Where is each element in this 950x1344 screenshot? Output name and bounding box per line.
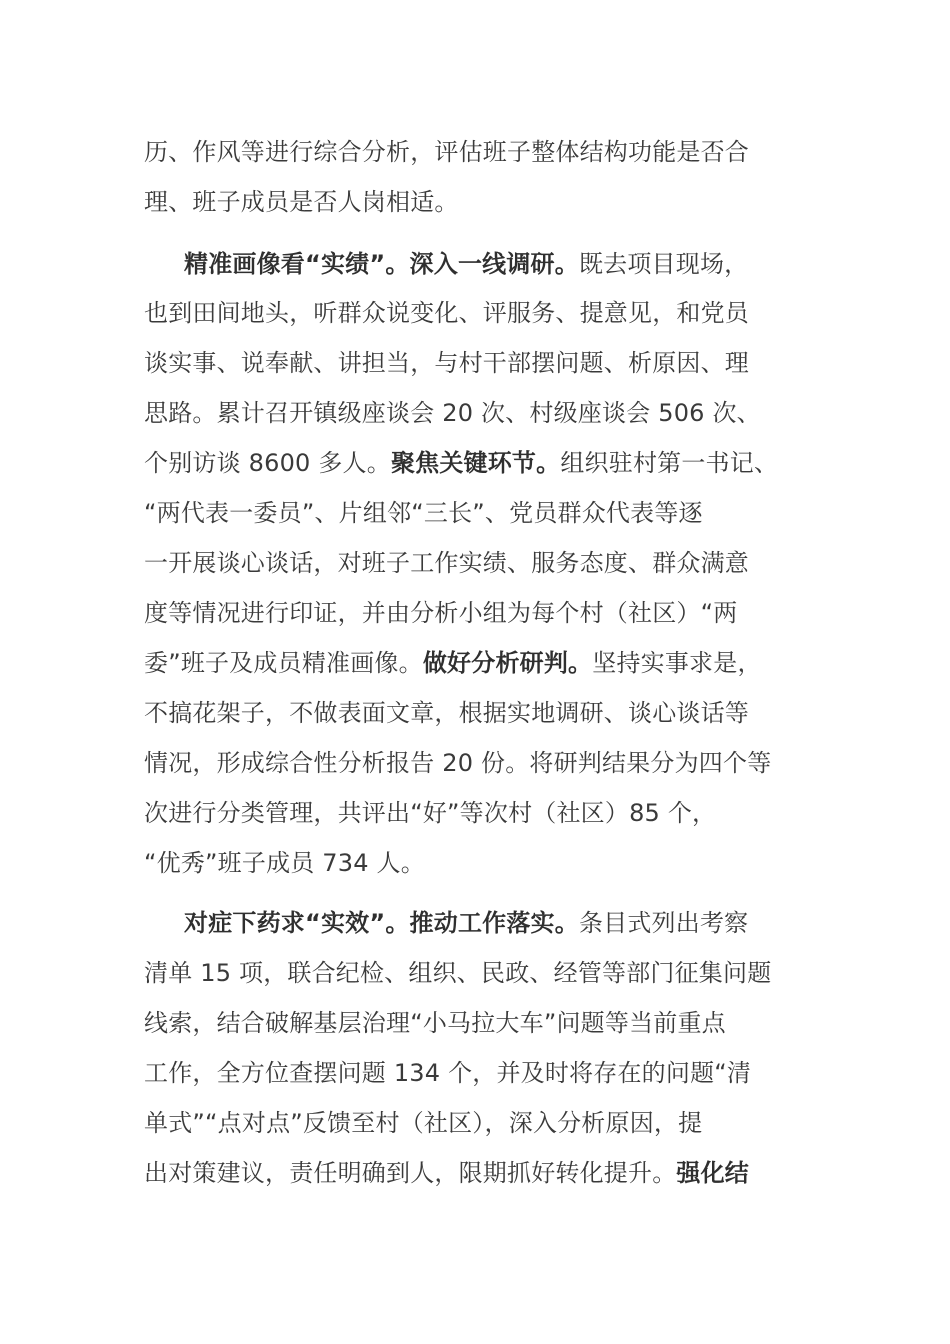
p2-line-2: 也到田间地头，听群众说变化、评服务、提意见，和党员 [144, 299, 749, 327]
p1-line-2: 理、班子成员是否人岗相适。 [144, 188, 459, 216]
p2-line-13: “优秀”班子成员 734 人。 [144, 849, 425, 877]
p2-line-3: 谈实事、说奉献、讲担当，与村干部摆问题、析原因、理 [144, 349, 749, 377]
p3-line-3: 线索，结合破解基层治理“小马拉大车”问题等当前重点 [144, 1009, 726, 1037]
p3-subheading-2: 强化结 [676, 1159, 750, 1187]
p2-line-4: 思路。累计召开镇级座谈会 20 次、村级座谈会 506 次、 [144, 399, 761, 427]
p3-line-6-head: 出对策建议，责任明确到人，限期抓好转化提升。 [144, 1159, 677, 1187]
p2-line-5 [144, 448, 778, 478]
p2-line-5-tail: 组织驻村第一书记、 [560, 449, 779, 477]
p2-line-8: 度等情况进行印证，并由分析小组为每个村（社区）“两 [144, 599, 738, 627]
p3-line-1-tail: 条目式列出考察 [578, 909, 749, 937]
p2-line-1 [184, 249, 748, 279]
p2-heading: 精准画像看“实绩”。 [184, 250, 410, 278]
p3-line-6 [144, 1158, 749, 1188]
p2-line-5-head: 个别访谈 8600 多人。 [144, 449, 391, 477]
p2-line-12: 次进行分类管理，共评出“好”等次村（社区）85 个， [144, 799, 717, 827]
p3-subheading-1: 推动工作落实。 [409, 909, 579, 937]
p1-line-1: 历、作风等进行综合分析，评估班子整体结构功能是否合 [144, 138, 749, 166]
p2-subheading-2: 聚焦关键环节。 [390, 449, 561, 477]
p3-line-5: 单式”“点对点”反馈至村（社区），深入分析原因，提 [144, 1109, 703, 1137]
p3-line-2: 清单 15 项，联合纪检、组织、民政、经管等部门征集问题 [144, 959, 772, 987]
p2-subheading-3: 做好分析研判。 [422, 649, 593, 677]
p2-line-9-tail: 坚持实事求是， [592, 649, 762, 677]
p2-line-7: 一开展谈心谈话，对班子工作实绩、服务态度、群众满意 [144, 549, 749, 577]
p2-line-9-head: 委”班子及成员精准画像。 [144, 649, 423, 677]
p2-line-1-tail: 既去项目现场， [578, 250, 749, 278]
p2-line-11: 情况，形成综合性分析报告 20 份。将研判结果分为四个等 [144, 749, 772, 777]
p2-line-9 [144, 648, 762, 678]
p2-subheading-1: 深入一线调研。 [409, 250, 579, 278]
p2-line-6: “两代表一委员”、片组邻“三长”、党员群众代表等逐 [144, 499, 703, 527]
p3-line-4: 工作，全方位查摆问题 134 个，并及时将存在的问题“清 [144, 1059, 752, 1087]
p2-line-10: 不搞花架子，不做表面文章，根据实地调研、谈心谈话等 [144, 699, 749, 727]
p3-heading: 对症下药求“实效”。 [184, 909, 410, 937]
p3-line-1 [184, 908, 748, 938]
